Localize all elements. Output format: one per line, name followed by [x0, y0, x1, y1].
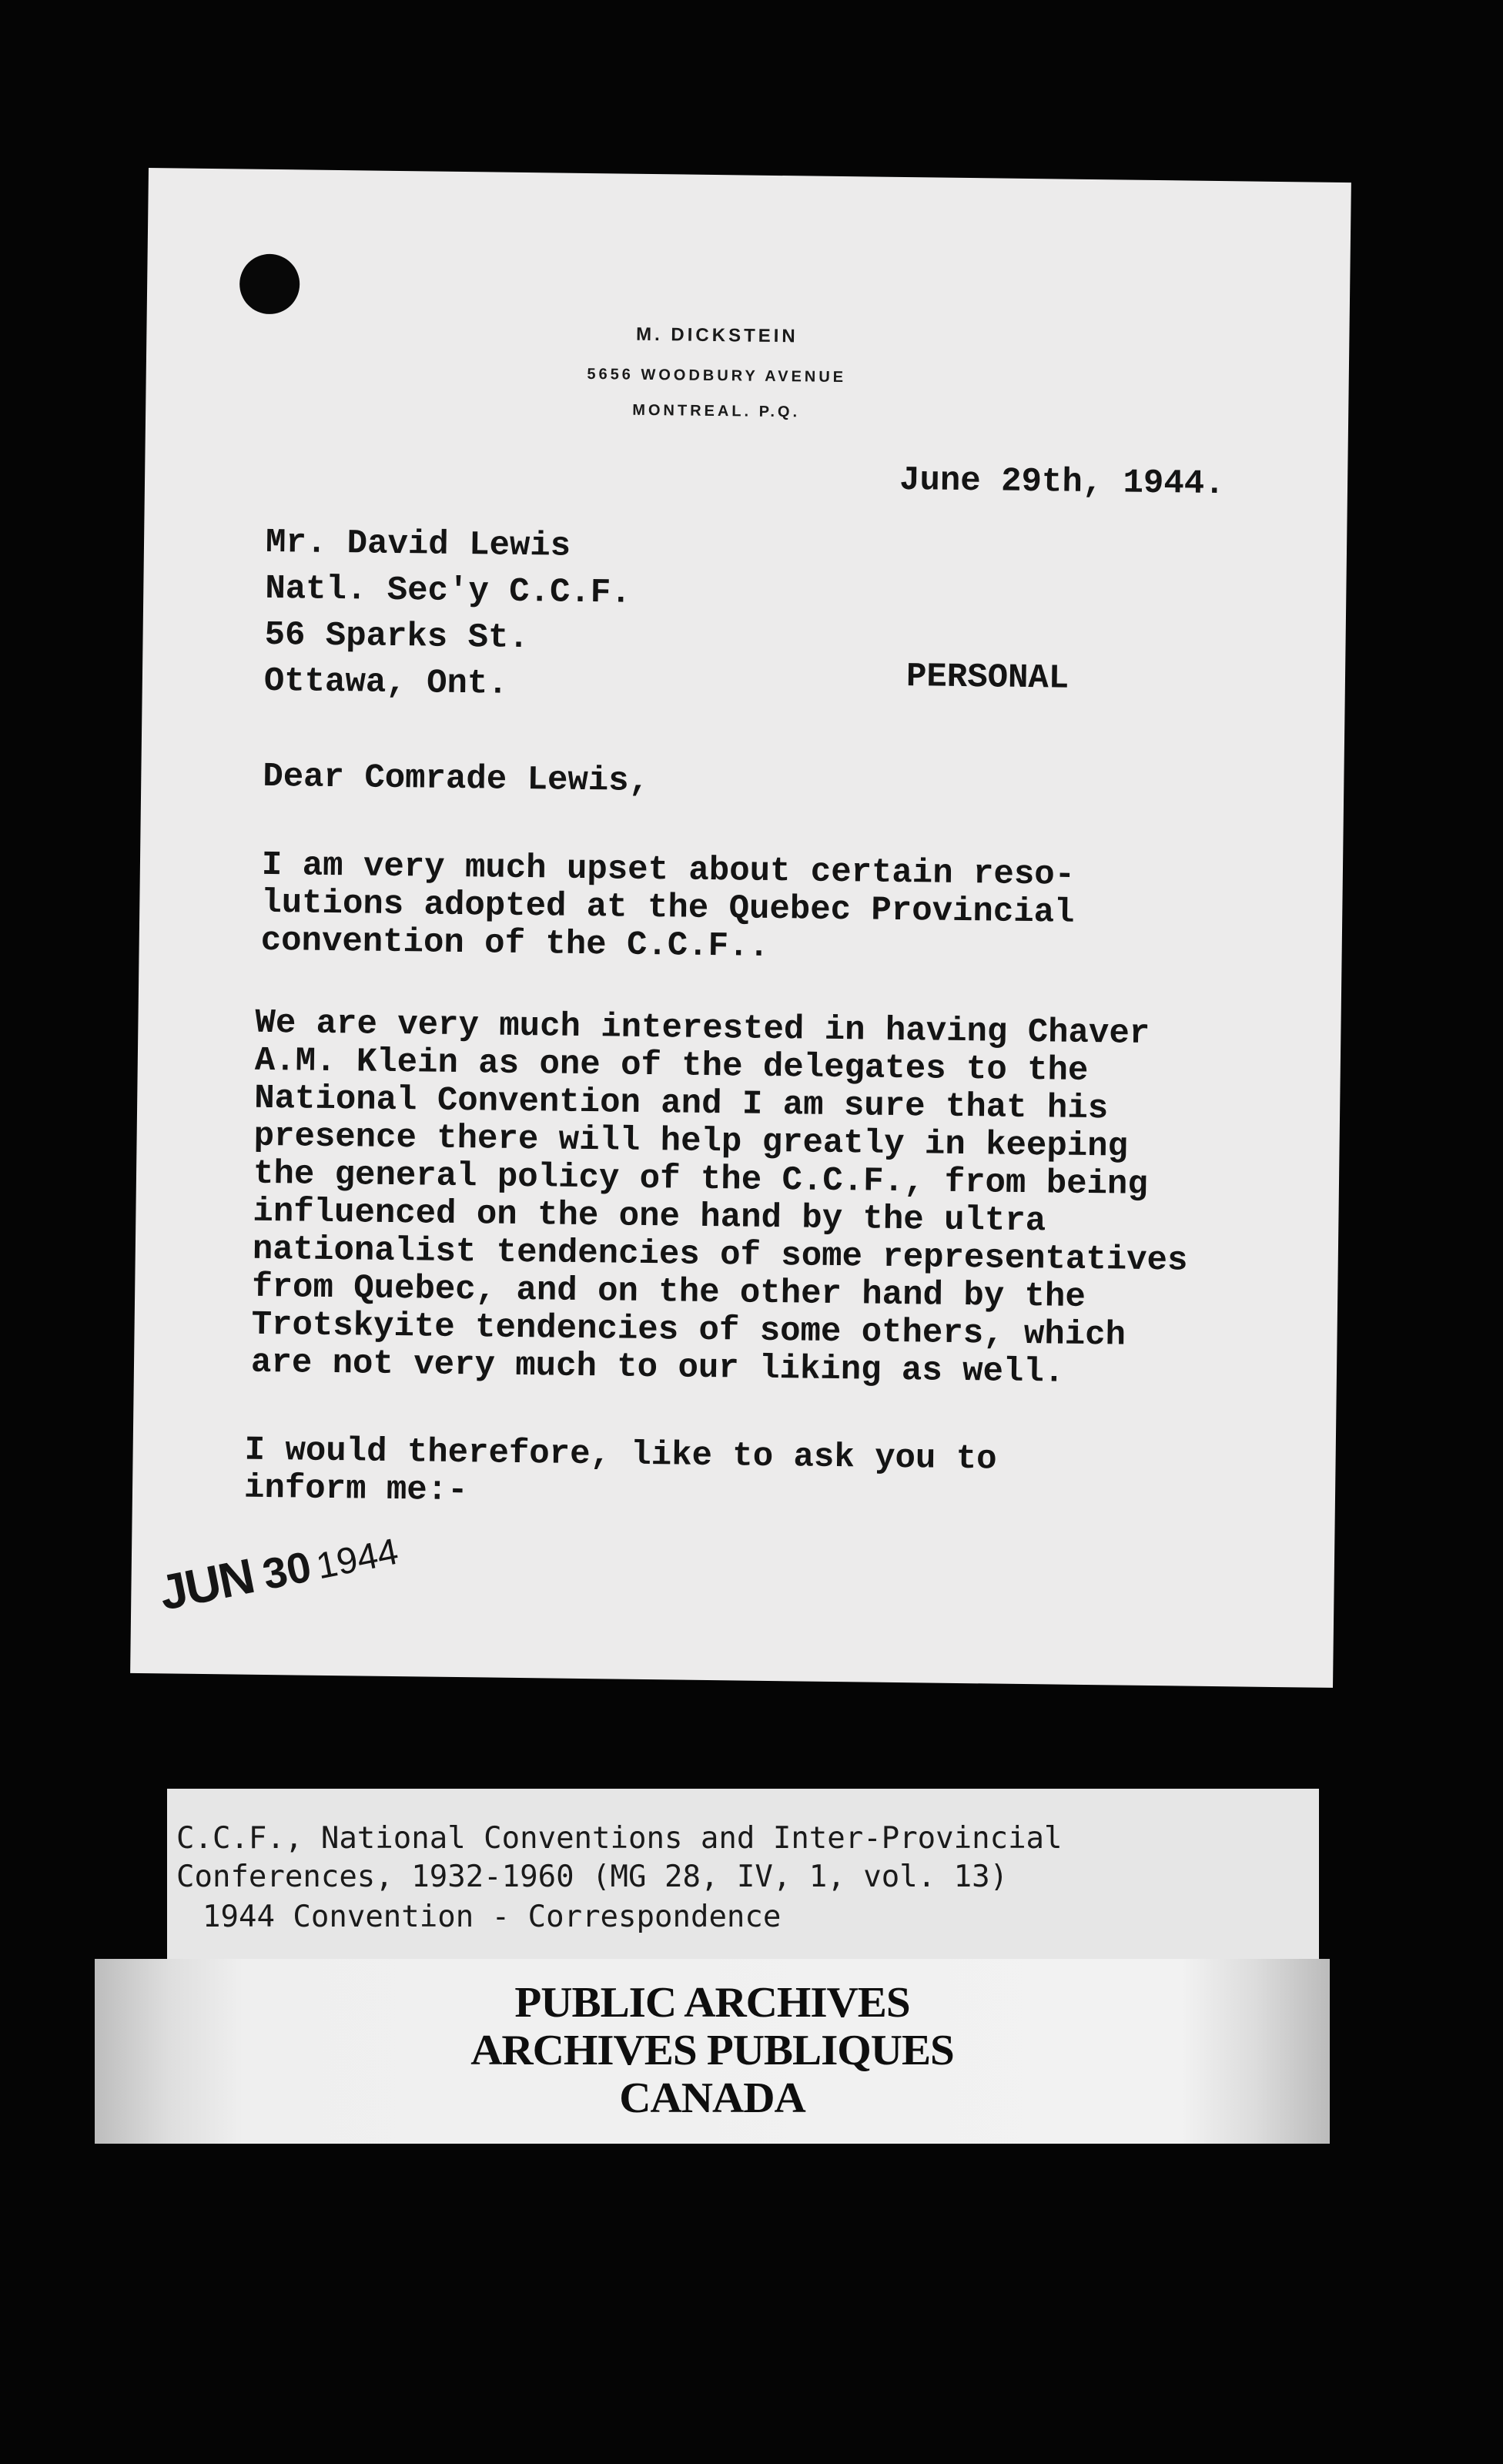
letter-page — [130, 168, 1351, 1688]
archive-label-line: Conferences, 1932-1960 (MG 28, IV, 1, vol. 13) — [176, 1860, 1009, 1894]
archives-band-line: ARCHIVES PUBLIQUES — [470, 2027, 954, 2074]
text-line: are not very much to our liking as well. — [250, 1343, 1065, 1392]
text-line: We are very much interested in having Chaver — [255, 1003, 1150, 1053]
letterhead-city: MONTREAL. P.Q. — [632, 401, 801, 421]
paragraph-1 — [260, 847, 1075, 970]
recipient-line: Mr. David Lewis — [265, 523, 571, 566]
text-line: influenced on the one hand by the ultra — [253, 1192, 1046, 1241]
text-line: I am very much upset about certain reso- — [261, 845, 1076, 895]
text-line: National Convention and I am sure that his — [253, 1079, 1109, 1129]
archives-band-line: CANADA — [619, 2074, 805, 2122]
salutation: Dear Comrade Lewis, — [263, 757, 650, 801]
text-line: the general policy of the C.C.F., from being — [253, 1154, 1149, 1204]
recipient-address — [263, 520, 631, 709]
text-line: from Quebec, and on the other hand by the — [251, 1267, 1086, 1317]
stamp-month: JUN — [155, 1548, 258, 1621]
text-line: Trotskyite tendencies of some others, which — [251, 1305, 1126, 1355]
text-line: nationalist tendencies of some representatives — [252, 1230, 1188, 1281]
stamp-day: 30 — [258, 1542, 316, 1599]
letterhead-name: M. DICKSTEIN — [635, 323, 798, 347]
archive-label — [167, 1789, 1319, 1977]
text-line: convention of the C.C.F.. — [260, 921, 770, 966]
text-line: I would therefore, like to ask you to — [244, 1431, 997, 1479]
paragraph-3 — [244, 1432, 997, 1517]
letter-date: June 29th, 1944. — [899, 460, 1225, 504]
stamp-year: 1944 — [313, 1531, 402, 1588]
paragraph-2 — [251, 1005, 1191, 1394]
archives-band-text — [95, 1979, 1330, 2122]
archives-band — [95, 1959, 1330, 2144]
archive-label-line: C.C.F., National Conventions and Inter-Provincial — [176, 1821, 1063, 1856]
recipient-line: 56 Sparks St. — [264, 615, 530, 658]
letterhead-street: 5656 WOODBURY AVENUE — [587, 365, 847, 387]
text-line: A.M. Klein as one of the delegates to the — [254, 1041, 1089, 1090]
recipient-line: Ottawa, Ont. — [263, 661, 509, 704]
archives-band-line: PUBLIC ARCHIVES — [514, 1979, 910, 2027]
text-line: presence there will help greatly in keeping — [253, 1116, 1129, 1167]
received-date-stamp — [155, 1518, 403, 1622]
punch-hole — [239, 253, 300, 314]
personal-marking: PERSONAL — [905, 658, 1070, 698]
recipient-line: Natl. Sec'y C.C.F. — [265, 569, 631, 613]
text-line: lutions adopted at the Quebec Provincial — [261, 883, 1075, 932]
archive-label-line: 1944 Convention - Correspondence — [203, 1900, 782, 1934]
text-line: inform me:- — [243, 1468, 468, 1511]
